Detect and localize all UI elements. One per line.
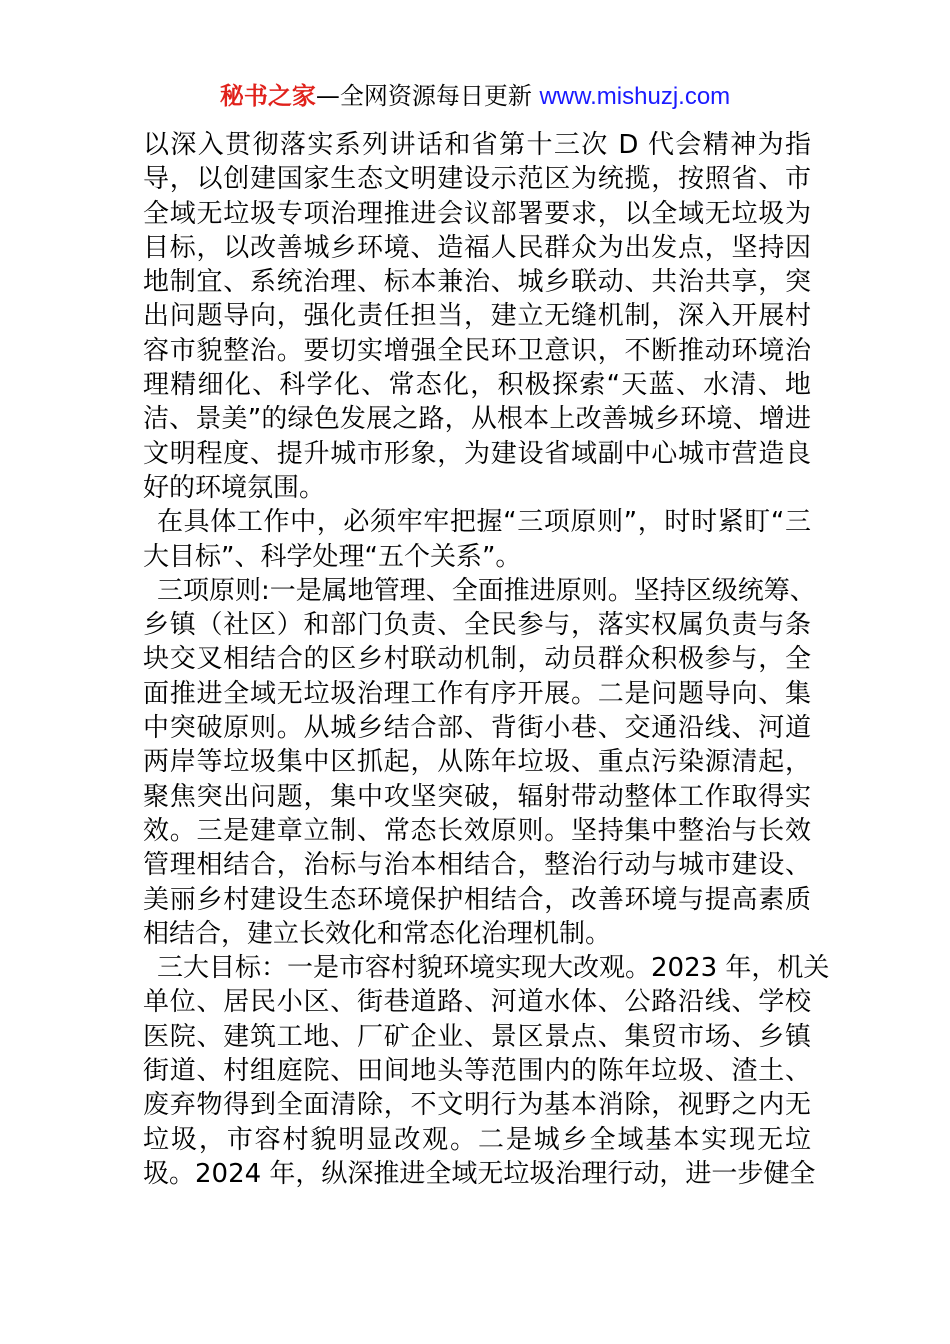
text-line: 容市貌整治。要切实增强全民环卫意识，不断推动环境治 (143, 335, 811, 366)
site-url[interactable]: www.mishuzj.com (539, 83, 731, 110)
text-line: 效。三是建章立制、常态长效原则。坚持集中整治与长效 (143, 815, 811, 846)
text-line: 块交叉相结合的区乡村联动机制，动员群众积极参与，全 (143, 644, 811, 675)
text-line: 出问题导向，强化责任担当，建立无缝机制，深入开展村 (143, 301, 811, 332)
text-line: 聚焦突出问题，集中攻坚突破，辐射带动整体工作取得实 (143, 781, 811, 812)
text-line: 以深入贯彻落实系列讲话和省第十三次 D 代会精神为指 (143, 130, 811, 160)
text-line: 面推进全域无垃圾治理工作有序开展。二是问题导向、集 (143, 678, 811, 709)
text-line: 洁、景美”的绿色发展之路，从根本上改善城乡环境、增进 (143, 404, 811, 435)
text-line: 相结合，建立长效化和常态化治理机制。 (143, 918, 612, 949)
text-line: 地制宜、系统治理、标本兼治、城乡联动、共治共享，突 (143, 267, 811, 298)
header-tagline: —全网资源每日更新 (315, 82, 540, 110)
text-line: 美丽乡村建设生态环境保护相结合，改善环境与提高素质 (143, 884, 811, 915)
text-line: 三项原则:一是属地管理、全面推进原则。坚持区级统筹、 (157, 575, 816, 606)
text-line: 文明程度、提升城市形象，为建设省域副中心城市营造良 (143, 438, 811, 469)
brand-name: 秘书之家 (219, 82, 316, 110)
document-body (143, 128, 830, 1191)
text-line: 在具体工作中，必须牢牢把握“三项原则”，时时紧盯“三 (157, 507, 811, 538)
text-line: 管理相结合，治标与治本相结合，整治行动与城市建设、 (143, 850, 811, 881)
text-line: 垃圾，市容村貌明显改观。二是城乡全域基本实现无垃 (143, 1124, 811, 1155)
text-line: 乡镇（社区）和部门负责、全民参与，落实权属负责与条 (143, 610, 811, 641)
text-line: 三大目标：一是市容村貌环境实现大改观。2023 年，机关 (157, 953, 830, 984)
text-line: 理精细化、科学化、常态化，积极探索“天蓝、水清、地 (143, 370, 811, 401)
text-line: 中突破原则。从城乡结合部、背街小巷、交通沿线、河道 (143, 713, 811, 744)
text-line: 两岸等垃圾集中区抓起，从陈年垃圾、重点污染源清起， (143, 747, 811, 778)
text-line: 大目标”、科学处理“五个关系”。 (143, 541, 522, 572)
text-line: 好的环境氛围。 (143, 472, 326, 503)
text-line: 单位、居民小区、街巷道路、河道水体、公路沿线、学校 (143, 987, 811, 1018)
text-line: 医院、建筑工地、厂矿企业、景区景点、集贸市场、乡镇 (143, 1021, 811, 1052)
text-line: 全域无垃圾专项治理推进会议部署要求，以全域无垃圾为 (143, 198, 811, 229)
text-line: 导，以创建国家生态文明建设示范区为统揽，按照省、市 (143, 164, 811, 195)
text-line: 街道、村组庭院、田间地头等范围内的陈年垃圾、渣土、 (143, 1056, 811, 1087)
text-line: 废弃物得到全面清除，不文明行为基本消除，视野之内无 (143, 1090, 811, 1121)
text-line: 圾。2024 年，纵深推进全域无垃圾治理行动，进一步健全 (143, 1158, 816, 1189)
site-header (0, 78, 950, 115)
text-line: 目标，以改善城乡环境、造福人民群众为出发点，坚持因 (143, 232, 811, 263)
